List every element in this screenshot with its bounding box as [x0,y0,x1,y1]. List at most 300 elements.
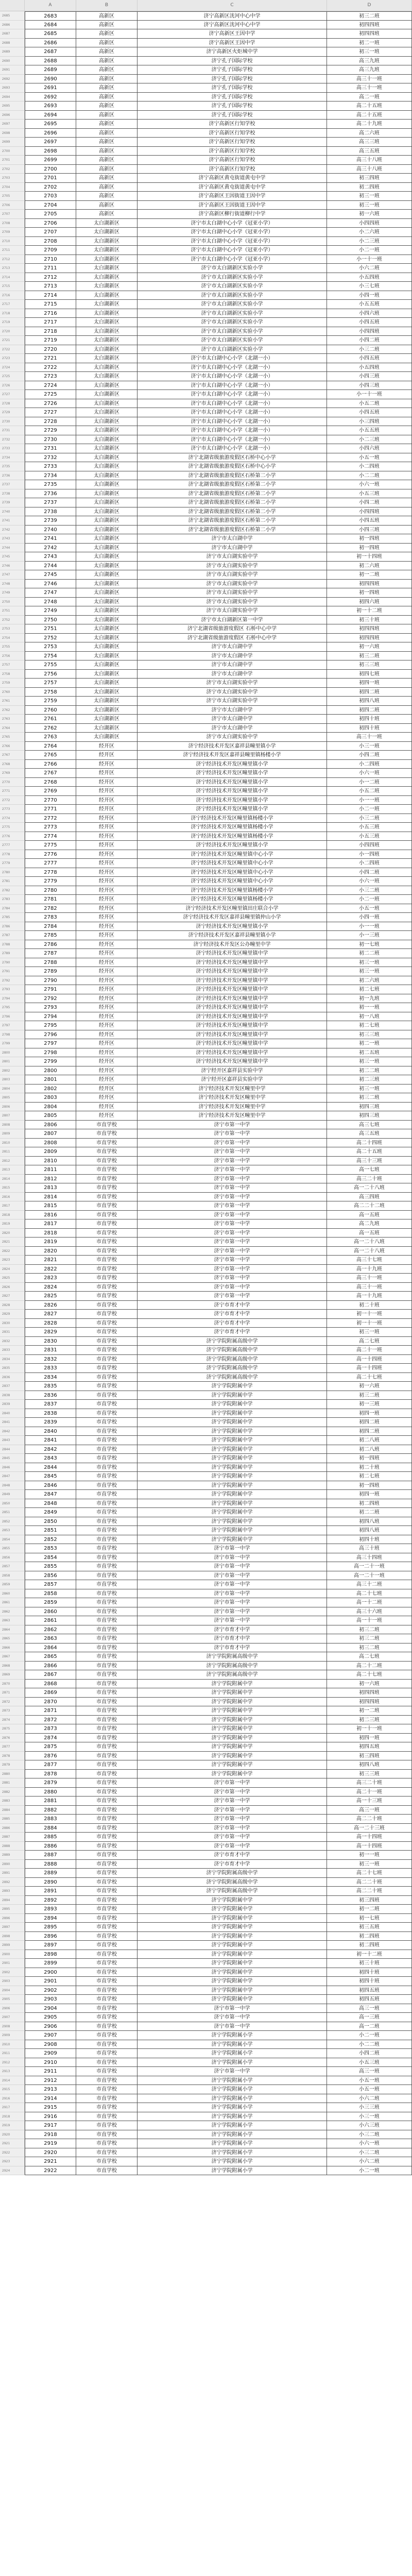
cell-grade-class[interactable]: 初四十班 [327,715,412,724]
row-number[interactable]: 2856 [0,1553,25,1563]
cell-school[interactable]: 济宁学院附属中学 [138,1463,327,1472]
cell-grade-class[interactable]: 初三二班 [327,1643,412,1653]
cell-school[interactable]: 济宁学院附属小学 [138,2148,327,2158]
cell-grade-class[interactable]: 高三七班 [327,1121,412,1130]
cell-district[interactable]: 市直学校 [76,1183,138,1193]
cell-id[interactable]: 2709 [25,246,76,255]
cell-grade-class[interactable]: 初四三班 [327,1111,412,1121]
cell-grade-class[interactable]: 初四五班 [327,1986,412,1995]
cell-id[interactable]: 2919 [25,2139,76,2148]
cell-grade-class[interactable]: 高一五班 [327,1211,412,1220]
cell-district[interactable]: 高新区 [76,210,138,219]
cell-district[interactable]: 太白湖新区 [76,435,138,445]
cell-id[interactable]: 2814 [25,1193,76,1202]
row-number[interactable]: 2749 [0,588,25,598]
cell-grade-class[interactable]: 初二二班 [327,1066,412,1076]
cell-id[interactable]: 2917 [25,2121,76,2130]
row-number[interactable]: 2876 [0,1734,25,1743]
row-number[interactable]: 2832 [0,1337,25,1346]
cell-grade-class[interactable]: 高二十七班 [327,1589,412,1599]
cell-school[interactable]: 济宁高新区黄屯街道黄屯中学 [138,183,327,192]
row-number[interactable]: 2771 [0,787,25,796]
cell-district[interactable]: 市直学校 [76,1833,138,1842]
cell-id[interactable]: 2915 [25,2103,76,2112]
cell-grade-class[interactable]: 初四五班 [327,1742,412,1752]
cell-district[interactable]: 太白湖新区 [76,580,138,589]
cell-grade-class[interactable]: 高一十九班 [327,1292,412,1301]
row-number[interactable]: 2836 [0,1373,25,1382]
cell-id[interactable]: 2734 [25,471,76,481]
cell-district[interactable]: 太白湖新区 [76,606,138,616]
cell-school[interactable]: 济宁学院附属小学 [138,2121,327,2130]
cell-grade-class[interactable]: 小一一班 [327,796,412,805]
cell-district[interactable]: 太白湖新区 [76,733,138,742]
cell-school[interactable]: 济宁学院附属小学 [138,2031,327,2040]
cell-district[interactable]: 市直学校 [76,2166,138,2176]
cell-id[interactable]: 2772 [25,814,76,823]
row-number[interactable]: 2717 [0,300,25,309]
cell-grade-class[interactable]: 高三一班 [327,2004,412,2013]
row-number[interactable]: 2907 [0,2013,25,2022]
cell-district[interactable]: 高新区 [76,165,138,174]
cell-district[interactable]: 市直学校 [76,1301,138,1310]
row-number[interactable]: 2716 [0,291,25,300]
row-number[interactable]: 2801 [0,1057,25,1066]
row-number[interactable]: 2698 [0,129,25,138]
cell-district[interactable]: 经开区 [76,751,138,760]
cell-school[interactable]: 济宁经济技术开发区疃里镇杨楼小学 [138,814,327,823]
cell-district[interactable]: 太白湖新区 [76,706,138,715]
cell-school[interactable]: 济宁学院附属高级中学 [138,1373,327,1382]
cell-grade-class[interactable]: 小三七班 [327,282,412,291]
cell-id[interactable]: 2844 [25,1463,76,1472]
row-number[interactable]: 2761 [0,697,25,706]
cell-school[interactable]: 济宁学院附属中学 [138,1770,327,1779]
cell-district[interactable]: 市直学校 [76,1454,138,1463]
cell-grade-class[interactable]: 初二三班 [327,1716,412,1725]
cell-id[interactable]: 2715 [25,300,76,309]
cell-district[interactable]: 市直学校 [76,1932,138,1941]
cell-id[interactable]: 2790 [25,976,76,986]
row-number[interactable]: 2877 [0,1742,25,1752]
row-number[interactable]: 2823 [0,1256,25,1265]
cell-district[interactable]: 太白湖新区 [76,598,138,607]
column-header-d[interactable]: D [327,0,412,11]
row-number[interactable]: 2866 [0,1643,25,1653]
cell-district[interactable]: 市直学校 [76,2103,138,2112]
cell-school[interactable]: 济宁学院附属中学 [138,1950,327,1959]
row-number[interactable]: 2818 [0,1211,25,1220]
cell-school[interactable]: 济宁经济技术开发区疃里镇杨楼小学 [138,895,327,904]
row-number[interactable]: 2725 [0,372,25,381]
cell-grade-class[interactable]: 初三二班 [327,1391,412,1400]
cell-id[interactable]: 2726 [25,399,76,409]
column-header-b[interactable]: B [76,0,138,11]
cell-district[interactable]: 市直学校 [76,1977,138,1986]
cell-school[interactable]: 济宁经济技术开发区疃里镇中学 [138,949,327,958]
cell-grade-class[interactable]: 小五三班 [327,823,412,832]
cell-district[interactable]: 市直学校 [76,1481,138,1490]
row-number[interactable]: 2707 [0,210,25,219]
row-number[interactable]: 2770 [0,778,25,787]
cell-school[interactable]: 济宁学院附属中学 [138,1508,327,1517]
cell-district[interactable]: 市直学校 [76,1499,138,1509]
cell-school[interactable]: 济宁高新区行知学校 [138,156,327,165]
row-number[interactable]: 2910 [0,2040,25,2049]
row-number[interactable]: 2694 [0,93,25,102]
cell-school[interactable]: 济宁经济技术开发区嘉祥县疃里镇杨楼小学 [138,751,327,760]
cell-grade-class[interactable]: 小六二班 [327,2157,412,2166]
row-number[interactable]: 2785 [0,913,25,922]
cell-school[interactable]: 济宁市太白湖中心小学（北湖一小） [138,372,327,381]
cell-id[interactable]: 2771 [25,805,76,814]
cell-id[interactable]: 2913 [25,2085,76,2094]
cell-district[interactable]: 太白湖新区 [76,219,138,228]
row-number[interactable]: 2911 [0,2049,25,2058]
cell-school[interactable]: 济宁学院附属中学 [138,1716,327,1725]
cell-district[interactable]: 市直学校 [76,1165,138,1175]
cell-id[interactable]: 2895 [25,1923,76,1932]
row-number[interactable]: 2757 [0,660,25,670]
cell-grade-class[interactable]: 初一四班 [327,588,412,598]
cell-grade-class[interactable]: 高一二十一班 [327,1571,412,1581]
cell-id[interactable]: 2761 [25,715,76,724]
cell-school[interactable]: 济宁学院附属中学 [138,1436,327,1445]
cell-grade-class[interactable]: 高二二十二班 [327,1201,412,1211]
cell-district[interactable]: 高新区 [76,11,138,21]
cell-school[interactable]: 济宁学院附属高级中学 [138,1878,327,1887]
cell-id[interactable]: 2875 [25,1742,76,1752]
row-number[interactable]: 2702 [0,165,25,174]
cell-id[interactable]: 2692 [25,93,76,102]
cell-grade-class[interactable]: 初二一班 [327,1039,412,1048]
row-number[interactable]: 2750 [0,598,25,607]
cell-school[interactable]: 济宁学院附属中学 [138,1409,327,1418]
cell-id[interactable]: 2792 [25,994,76,1004]
cell-district[interactable]: 太白湖新区 [76,588,138,598]
row-number[interactable]: 2796 [0,1012,25,1022]
cell-district[interactable]: 经开区 [76,1030,138,1040]
cell-grade-class[interactable]: 初三五班 [327,1923,412,1932]
row-number[interactable]: 2772 [0,796,25,805]
cell-id[interactable]: 2897 [25,1941,76,1950]
cell-school[interactable]: 济宁经济技术开发区疃里镇中学 [138,1057,327,1066]
row-number[interactable]: 2892 [0,1878,25,1887]
row-number[interactable]: 2754 [0,634,25,643]
cell-district[interactable]: 市直学校 [76,1734,138,1743]
cell-district[interactable]: 经开区 [76,958,138,968]
cell-district[interactable]: 市直学校 [76,1887,138,1896]
cell-grade-class[interactable]: 小六一班 [327,480,412,489]
cell-id[interactable]: 2750 [25,616,76,625]
cell-grade-class[interactable]: 初三一班 [327,47,412,57]
cell-school[interactable]: 济宁孔子国际学校 [138,57,327,66]
cell-district[interactable]: 太白湖新区 [76,489,138,499]
cell-grade-class[interactable]: 高三十八班 [327,156,412,165]
cell-id[interactable]: 2694 [25,111,76,120]
cell-school[interactable]: 济宁市太白湖实验中学 [138,598,327,607]
cell-school[interactable]: 济宁学院附属中学 [138,1724,327,1734]
cell-id[interactable]: 2789 [25,967,76,976]
cell-grade-class[interactable]: 小一三班 [327,931,412,940]
cell-school[interactable]: 济宁市太白湖新区实验小学 [138,327,327,336]
row-number[interactable]: 2822 [0,1247,25,1256]
row-number[interactable]: 2916 [0,2094,25,2104]
cell-id[interactable]: 2766 [25,760,76,769]
cell-school[interactable]: 济宁学院附属中学 [138,1896,327,1905]
cell-grade-class[interactable]: 高一十三班 [327,1797,412,1806]
cell-grade-class[interactable]: 初二八班 [327,1445,412,1454]
row-number[interactable]: 2746 [0,562,25,571]
select-all-corner[interactable] [0,0,25,11]
row-number[interactable]: 2875 [0,1724,25,1734]
row-number[interactable]: 2753 [0,624,25,634]
row-number[interactable]: 2723 [0,354,25,363]
cell-district[interactable]: 市直学校 [76,1770,138,1779]
row-number[interactable]: 2689 [0,47,25,57]
row-number[interactable]: 2903 [0,1977,25,1986]
cell-grade-class[interactable]: 高三二十班 [327,1778,412,1788]
cell-id[interactable]: 2860 [25,1607,76,1617]
cell-id[interactable]: 2884 [25,1824,76,1833]
cell-grade-class[interactable]: 小四二班 [327,751,412,760]
cell-school[interactable]: 济宁经济技术开发区疃里镇中学 [138,985,327,994]
row-number[interactable]: 2758 [0,670,25,679]
cell-district[interactable]: 高新区 [76,192,138,201]
cell-grade-class[interactable]: 初二七班 [327,1021,412,1030]
cell-district[interactable]: 太白湖新区 [76,526,138,535]
cell-grade-class[interactable]: 初一四班 [327,534,412,544]
cell-district[interactable]: 市直学校 [76,1382,138,1391]
cell-district[interactable]: 太白湖新区 [76,372,138,381]
row-number[interactable]: 2720 [0,327,25,336]
row-number[interactable]: 2864 [0,1625,25,1635]
cell-id[interactable]: 2891 [25,1887,76,1896]
cell-district[interactable]: 太白湖新区 [76,399,138,409]
cell-district[interactable]: 太白湖新区 [76,697,138,706]
cell-id[interactable]: 2906 [25,2022,76,2031]
cell-district[interactable]: 经开区 [76,886,138,895]
cell-grade-class[interactable]: 高一十四班 [327,1355,412,1364]
cell-district[interactable]: 经开区 [76,1111,138,1121]
cell-school[interactable]: 济宁学院附属中学 [138,1977,327,1986]
cell-school[interactable]: 济宁高新区行知学校 [138,138,327,147]
row-number[interactable]: 2915 [0,2085,25,2094]
cell-school[interactable]: 济宁学院附属中学 [138,1734,327,1743]
cell-district[interactable]: 市直学校 [76,2022,138,2031]
cell-district[interactable]: 经开区 [76,1066,138,1076]
cell-district[interactable]: 市直学校 [76,2049,138,2058]
cell-id[interactable]: 2811 [25,1165,76,1175]
cell-district[interactable]: 市直学校 [76,1526,138,1535]
row-number[interactable]: 2789 [0,949,25,958]
cell-grade-class[interactable]: 高三一班 [327,2067,412,2076]
row-number[interactable]: 2825 [0,1274,25,1283]
cell-grade-class[interactable]: 初三三班 [327,1770,412,1779]
cell-id[interactable]: 2757 [25,679,76,688]
cell-id[interactable]: 2763 [25,733,76,742]
cell-school[interactable]: 济宁市太白湖中学 [138,670,327,679]
cell-district[interactable]: 经开区 [76,805,138,814]
cell-district[interactable]: 高新区 [76,29,138,39]
cell-grade-class[interactable]: 初一六班 [327,210,412,219]
cell-school[interactable]: 济宁经开区嘉祥县实验中学 [138,1066,327,1076]
cell-grade-class[interactable]: 高三十二班 [327,1580,412,1589]
cell-id[interactable]: 2834 [25,1373,76,1382]
cell-id[interactable]: 2899 [25,1959,76,1968]
cell-grade-class[interactable]: 初二十班 [327,1301,412,1310]
cell-school[interactable]: 济宁经济技术开发区疃里镇中心小学 [138,850,327,859]
cell-id[interactable]: 2826 [25,1301,76,1310]
cell-grade-class[interactable]: 高一十二班 [327,1598,412,1607]
cell-grade-class[interactable]: 初三一班 [327,967,412,976]
cell-school[interactable]: 济宁经济技术开发区疃里镇小学 [138,778,327,787]
cell-school[interactable]: 济宁市太白湖中心小学（北湖一小） [138,444,327,453]
row-number[interactable]: 2686 [0,21,25,30]
cell-grade-class[interactable]: 小二一班 [327,805,412,814]
cell-school[interactable]: 济宁市第一中学 [138,1175,327,1184]
cell-district[interactable]: 市直学校 [76,2157,138,2166]
cell-school[interactable]: 济宁市太白湖实验中学 [138,606,327,616]
cell-school[interactable]: 济宁经济技术开发区疃里镇小学 [138,805,327,814]
cell-school[interactable]: 济宁学院附属中学 [138,1752,327,1761]
cell-school[interactable]: 济宁经济技术开发区疃里镇杨楼小学 [138,823,327,832]
cell-id[interactable]: 2874 [25,1734,76,1743]
row-number[interactable]: 2800 [0,1048,25,1058]
cell-school[interactable]: 济宁孔子国际学校 [138,75,327,84]
cell-grade-class[interactable]: 初二六班 [327,562,412,571]
cell-school[interactable]: 济宁市太白湖中学 [138,642,327,652]
row-number[interactable]: 2863 [0,1616,25,1625]
cell-district[interactable]: 经开区 [76,904,138,913]
cell-id[interactable]: 2816 [25,1211,76,1220]
cell-id[interactable]: 2687 [25,47,76,57]
cell-district[interactable]: 市直学校 [76,1851,138,1860]
row-number[interactable]: 2733 [0,444,25,453]
cell-district[interactable]: 经开区 [76,1084,138,1094]
cell-school[interactable]: 济宁高新区洸河中心中学 [138,21,327,30]
cell-grade-class[interactable]: 初四二班 [327,688,412,697]
cell-id[interactable]: 2748 [25,598,76,607]
cell-school[interactable]: 济宁市太白湖中心小学（北湖一小） [138,363,327,372]
cell-grade-class[interactable]: 小六一班 [327,877,412,886]
row-number[interactable]: 2710 [0,237,25,246]
cell-district[interactable]: 市直学校 [76,2112,138,2122]
cell-district[interactable]: 市直学校 [76,1688,138,1698]
cell-school[interactable]: 济宁学院附属中学 [138,1481,327,1490]
cell-school[interactable]: 济宁学院附属中学 [138,1490,327,1499]
cell-grade-class[interactable]: 小三一班 [327,2112,412,2122]
cell-school[interactable]: 济宁经济技术开发区疃里镇小学 [138,769,327,778]
cell-id[interactable]: 2773 [25,823,76,832]
row-number[interactable]: 2748 [0,580,25,589]
row-number[interactable]: 2802 [0,1066,25,1076]
cell-id[interactable]: 2903 [25,1995,76,2004]
cell-id[interactable]: 2705 [25,210,76,219]
row-number[interactable]: 2730 [0,417,25,427]
cell-district[interactable]: 市直学校 [76,1643,138,1653]
cell-school[interactable]: 济宁高新区王因中学 [138,29,327,39]
cell-district[interactable]: 市直学校 [76,1815,138,1824]
cell-school[interactable]: 济宁市第一中学 [138,1139,327,1148]
cell-grade-class[interactable]: 初四八班 [327,1760,412,1770]
row-number[interactable]: 2737 [0,480,25,489]
cell-grade-class[interactable]: 高二十四班 [327,1139,412,1148]
row-number[interactable]: 2691 [0,65,25,75]
cell-district[interactable]: 市直学校 [76,2139,138,2148]
cell-district[interactable]: 高新区 [76,174,138,183]
cell-school[interactable]: 济宁市太白湖新区实验小学 [138,273,327,282]
cell-district[interactable]: 市直学校 [76,1265,138,1274]
cell-grade-class[interactable]: 高一十四班 [327,1833,412,1842]
cell-grade-class[interactable]: 高一二十八班 [327,1183,412,1193]
cell-school[interactable]: 济宁经济技术开发区疃里中学 [138,1093,327,1103]
cell-grade-class[interactable]: 小三二班 [327,886,412,895]
cell-district[interactable]: 太白湖新区 [76,318,138,327]
row-number[interactable]: 2743 [0,534,25,544]
cell-grade-class[interactable]: 初二八班 [327,1436,412,1445]
cell-school[interactable]: 济宁孔子国际学校 [138,93,327,102]
row-number[interactable]: 2904 [0,1986,25,1995]
cell-district[interactable]: 经开区 [76,1048,138,1058]
cell-grade-class[interactable]: 初三四班 [327,1896,412,1905]
row-number[interactable]: 2794 [0,994,25,1004]
cell-grade-class[interactable]: 高二七班 [327,1652,412,1662]
cell-grade-class[interactable]: 高二十二班 [327,1662,412,1671]
row-number[interactable]: 2728 [0,399,25,409]
row-number[interactable]: 2828 [0,1301,25,1310]
cell-district[interactable]: 高新区 [76,156,138,165]
cell-school[interactable]: 济宁市第一中学 [138,1815,327,1824]
cell-id[interactable]: 2729 [25,426,76,435]
cell-school[interactable]: 济宁学院附属中学 [138,1535,327,1545]
cell-grade-class[interactable]: 初二二班 [327,949,412,958]
cell-district[interactable]: 市直学校 [76,1950,138,1959]
row-number[interactable]: 2797 [0,1021,25,1030]
cell-id[interactable]: 2683 [25,11,76,21]
cell-id[interactable]: 2698 [25,147,76,156]
cell-district[interactable]: 太白湖新区 [76,642,138,652]
cell-school[interactable]: 济宁经济技术开发区疃里镇中学 [138,1012,327,1022]
row-number[interactable]: 2764 [0,724,25,733]
cell-district[interactable]: 市直学校 [76,1508,138,1517]
row-number[interactable]: 2804 [0,1084,25,1094]
cell-grade-class[interactable]: 高三四班 [327,1193,412,1202]
cell-id[interactable]: 2699 [25,156,76,165]
cell-id[interactable]: 2704 [25,201,76,210]
cell-id[interactable]: 2741 [25,534,76,544]
cell-grade-class[interactable]: 高二十五班 [327,101,412,111]
row-number[interactable]: 2868 [0,1662,25,1671]
cell-grade-class[interactable]: 小六二班 [327,264,412,273]
cell-district[interactable]: 太白湖新区 [76,498,138,507]
cell-school[interactable]: 济宁市育才中学 [138,1851,327,1860]
cell-school[interactable]: 济宁孔子国际学校 [138,111,327,120]
cell-grade-class[interactable]: 小五二班 [327,787,412,796]
cell-id[interactable]: 2857 [25,1580,76,1589]
cell-id[interactable]: 2882 [25,1806,76,1815]
cell-grade-class[interactable]: 初四六班 [327,598,412,607]
cell-grade-class[interactable]: 小五五班 [327,426,412,435]
cell-grade-class[interactable]: 小六三班 [327,2121,412,2130]
cell-district[interactable]: 太白湖新区 [76,552,138,562]
cell-id[interactable]: 2837 [25,1400,76,1409]
cell-school[interactable]: 济宁市育才中学 [138,1634,327,1643]
row-number[interactable]: 2814 [0,1175,25,1184]
row-number[interactable]: 2824 [0,1265,25,1274]
cell-id[interactable]: 2764 [25,742,76,751]
cell-id[interactable]: 2822 [25,1265,76,1274]
